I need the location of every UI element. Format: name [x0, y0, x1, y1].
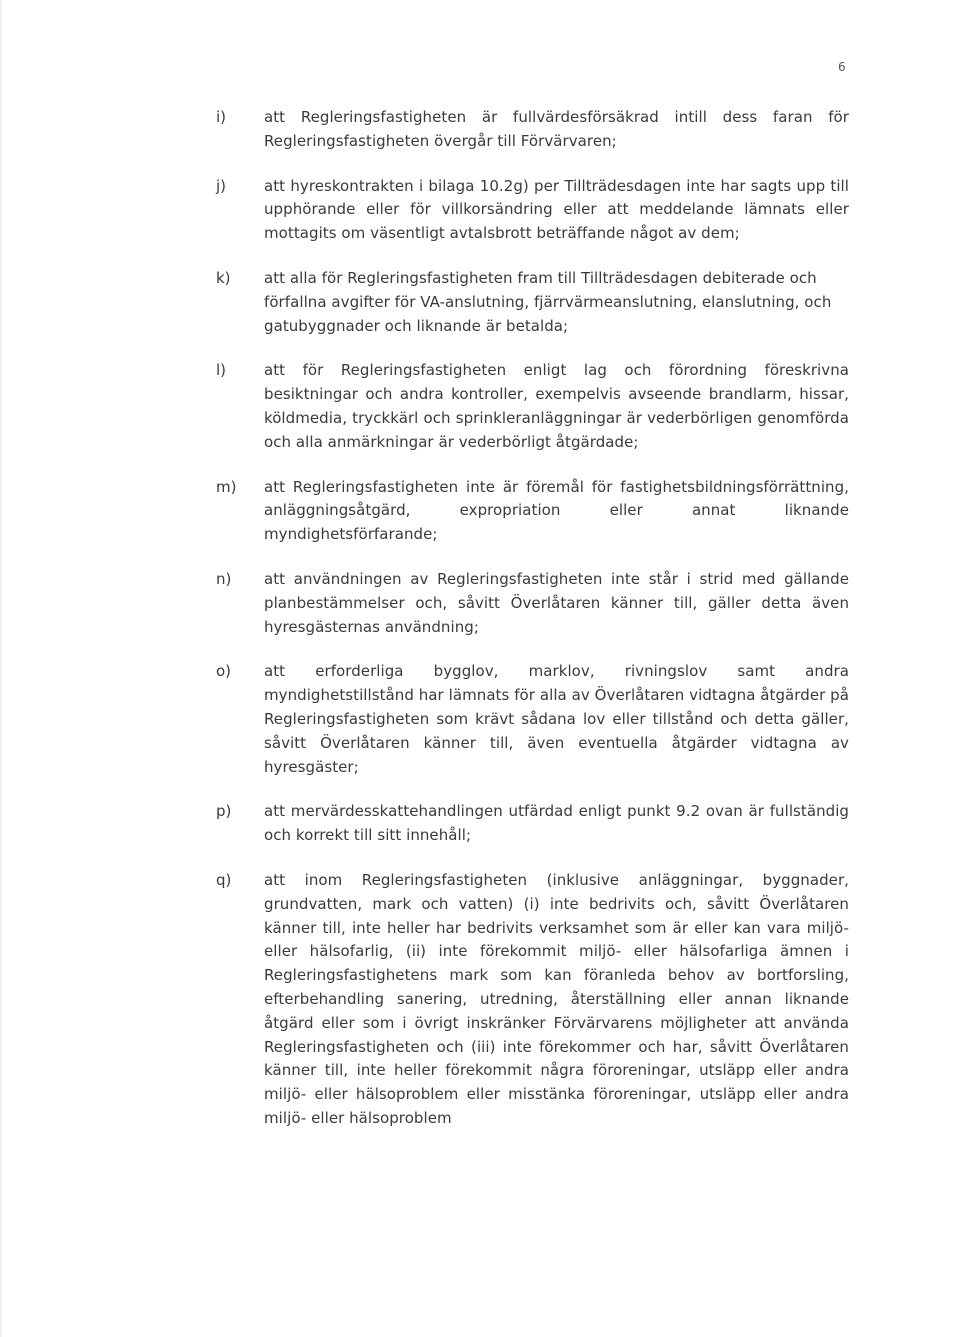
clause-marker: k)	[216, 268, 231, 287]
clause-list	[0, 106, 960, 1152]
clause-text: att Regleringsfastigheten är fullvärdesförsäkrad intill dess faran för Regleringsfastigheten övergår till Förvärvaren;	[264, 108, 849, 150]
clause-text: att Regleringsfastigheten inte är föremål för fastighetsbildningsförrättning, anläggningsåtgärd, expropriation eller annat liknande myndighetsförfarande;	[264, 477, 849, 544]
clause-k	[0, 267, 960, 338]
clause-marker: l)	[216, 361, 227, 380]
clause-text: att erforderliga bygglov, marklov, rivningslov samt andra myndighetstillstånd har lämnats för alla av Överlåtaren vidtagna åtgärder på Regleringsfastigheten som krävt sådana lov eller tillstånd och detta gäller, såvitt Överlåtaren känner till, även eventuella åtgärder vidtagna av hyresgäster;	[264, 662, 849, 776]
clause-l	[0, 359, 960, 454]
clause-p	[0, 800, 960, 848]
clause-marker: m)	[216, 477, 237, 496]
clause-text: att hyreskontrakten i bilaga 10.2g) per Tillträdesdagen inte har sagts upp till upphörande eller för villkorsändring eller att meddelande lämnats eller mottagits om väsentligt avtalsbrott beträffande något av dem;	[264, 176, 849, 243]
clause-marker: i)	[216, 108, 227, 126]
clause-j	[0, 175, 960, 246]
clause-text: att användningen av Regleringsfastigheten inte står i strid med gällande planbestämmelser och, såvitt Överlåtaren känner till, gäller detta även hyresgästernas användning;	[264, 569, 849, 636]
clause-marker: n)	[216, 569, 232, 588]
clause-marker: p)	[216, 802, 232, 821]
clause-text: att för Regleringsfastigheten enligt lag och förordning föreskrivna besiktningar och andra kontroller, exempelvis avseende brandlarm, hissar, köldmedia, tryckkärl och sprinkleranläggningar är vederbörligen genomförda och alla anmärkningar är vederbörligt åtgärdade;	[264, 361, 849, 451]
clause-text: att mervärdesskattehandlingen utfärdad enligt punkt 9.2 ovan är fullständig och korrekt till sitt innehåll;	[264, 802, 849, 845]
clause-i	[0, 106, 960, 154]
clause-q	[0, 869, 960, 1131]
page-number: 6	[838, 60, 846, 74]
clause-text: att inom Regleringsfastigheten (inklusive anläggningar, byggnader, grundvatten, mark och vatten) (i) inte bedrivits och, såvitt Överlåtaren känner till, inte heller har bedrivits verksamhet som är eller kan vara miljö- eller hälsofarlig, (ii) inte förekommit miljö- eller hälsofarliga ämnen i Regleringsfastighetens mark som kan föranleda behov av bortforsling, efterbehandling sanering, utredning, återställning eller annan liknande åtgärd eller som i övrigt inskränker Förvärvarens möjligheter att använda Regleringsfastigheten och (iii) inte förekommer och har, såvitt Överlåtaren känner till, inte heller förekommit några föroreningar, utsläpp eller andra miljö- eller hälsoproblem eller misstänka föroreningar, utsläpp eller andra miljö- eller hälsoproblem	[264, 870, 849, 1127]
clause-marker: j)	[216, 176, 227, 195]
clause-text: att alla för Regleringsfastigheten fram till Tillträdesdagen debiterade och förfallna avgifter för VA-anslutning, fjärrvärmeanslutning, elanslutning, och gatubyggnader och liknande är betalda;	[264, 268, 832, 335]
clause-o	[0, 660, 960, 779]
clause-m	[0, 476, 960, 547]
clause-marker: o)	[216, 662, 232, 681]
clause-marker: q)	[216, 870, 232, 889]
clause-n	[0, 568, 960, 639]
